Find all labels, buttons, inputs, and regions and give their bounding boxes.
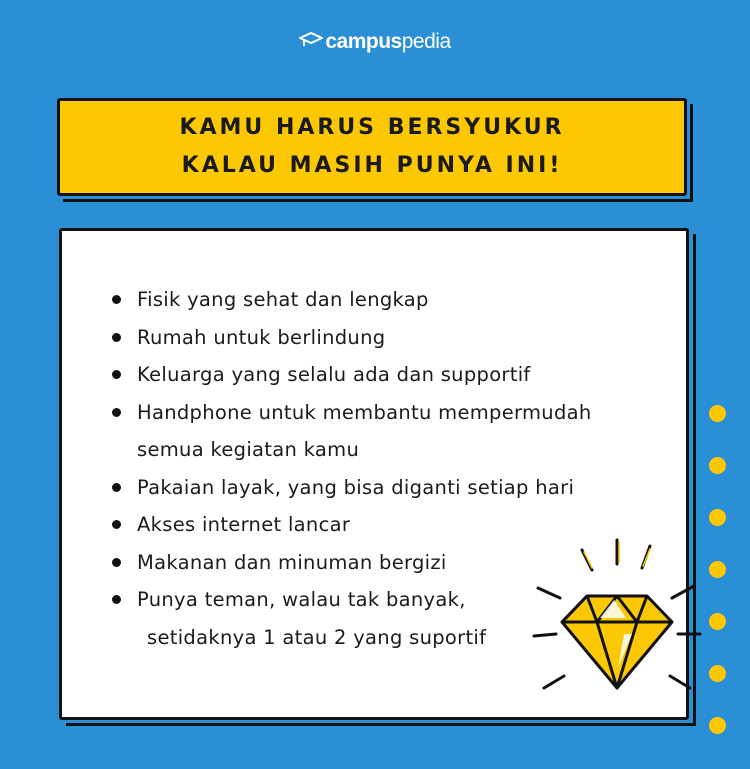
list-item-text: Akses internet lancar [137,513,351,536]
list-item [110,356,592,394]
decorative-dots [709,405,726,769]
list-item-text: Punya teman, walau tak banyak, [137,588,466,611]
diamond-icon [532,538,702,718]
list-item [110,581,592,656]
title-line-2: KALAU MASIH PUNYA INI! [181,153,563,178]
dot-icon [709,561,726,578]
list-item [110,544,592,582]
bullet-icon [112,483,121,492]
dot-icon [709,717,726,734]
list-item-text-continued: semua kegiatan kamu [137,438,360,461]
bullet-icon [112,333,121,342]
list-item-text: Handphone untuk membantu mempermudah [137,400,592,424]
dot-icon [709,665,726,682]
dot-icon [709,457,726,474]
graduation-cap-icon [299,30,323,54]
title-banner [57,98,687,196]
list-item-text-continued: setidaknya 1 atau 2 yang suportif [147,625,487,649]
list-item [110,469,592,507]
list-item-text: Pakaian layak, yang bisa diganti setiap hari [137,475,575,499]
list-item [110,281,592,319]
list-item [110,506,592,544]
list-item [110,394,592,469]
list-item-text: Makanan dan minuman bergizi [137,550,447,574]
bullet-icon [112,520,121,529]
dot-icon [709,509,726,526]
list-item-text: Rumah untuk berlindung [137,325,386,349]
list-item-text: Keluarga yang selalu ada dan supportif [137,363,531,386]
bullet-icon [112,370,121,379]
logo-text-pedia: pedia [401,30,451,53]
logo-text-campus: campus [325,30,402,53]
list-item-text: Fisik yang sehat dan lengkap [137,288,429,311]
bullet-icon [112,408,121,417]
bullet-icon [112,558,121,567]
bullet-icon [112,295,121,304]
title-line-1: KAMU HARUS BERSYUKUR [179,115,565,140]
campuspedia-logo [0,30,750,54]
dot-icon [709,405,726,422]
dot-icon [709,613,726,630]
list-item [110,319,592,357]
bullet-icon [112,595,121,604]
gratitude-list [110,281,592,656]
